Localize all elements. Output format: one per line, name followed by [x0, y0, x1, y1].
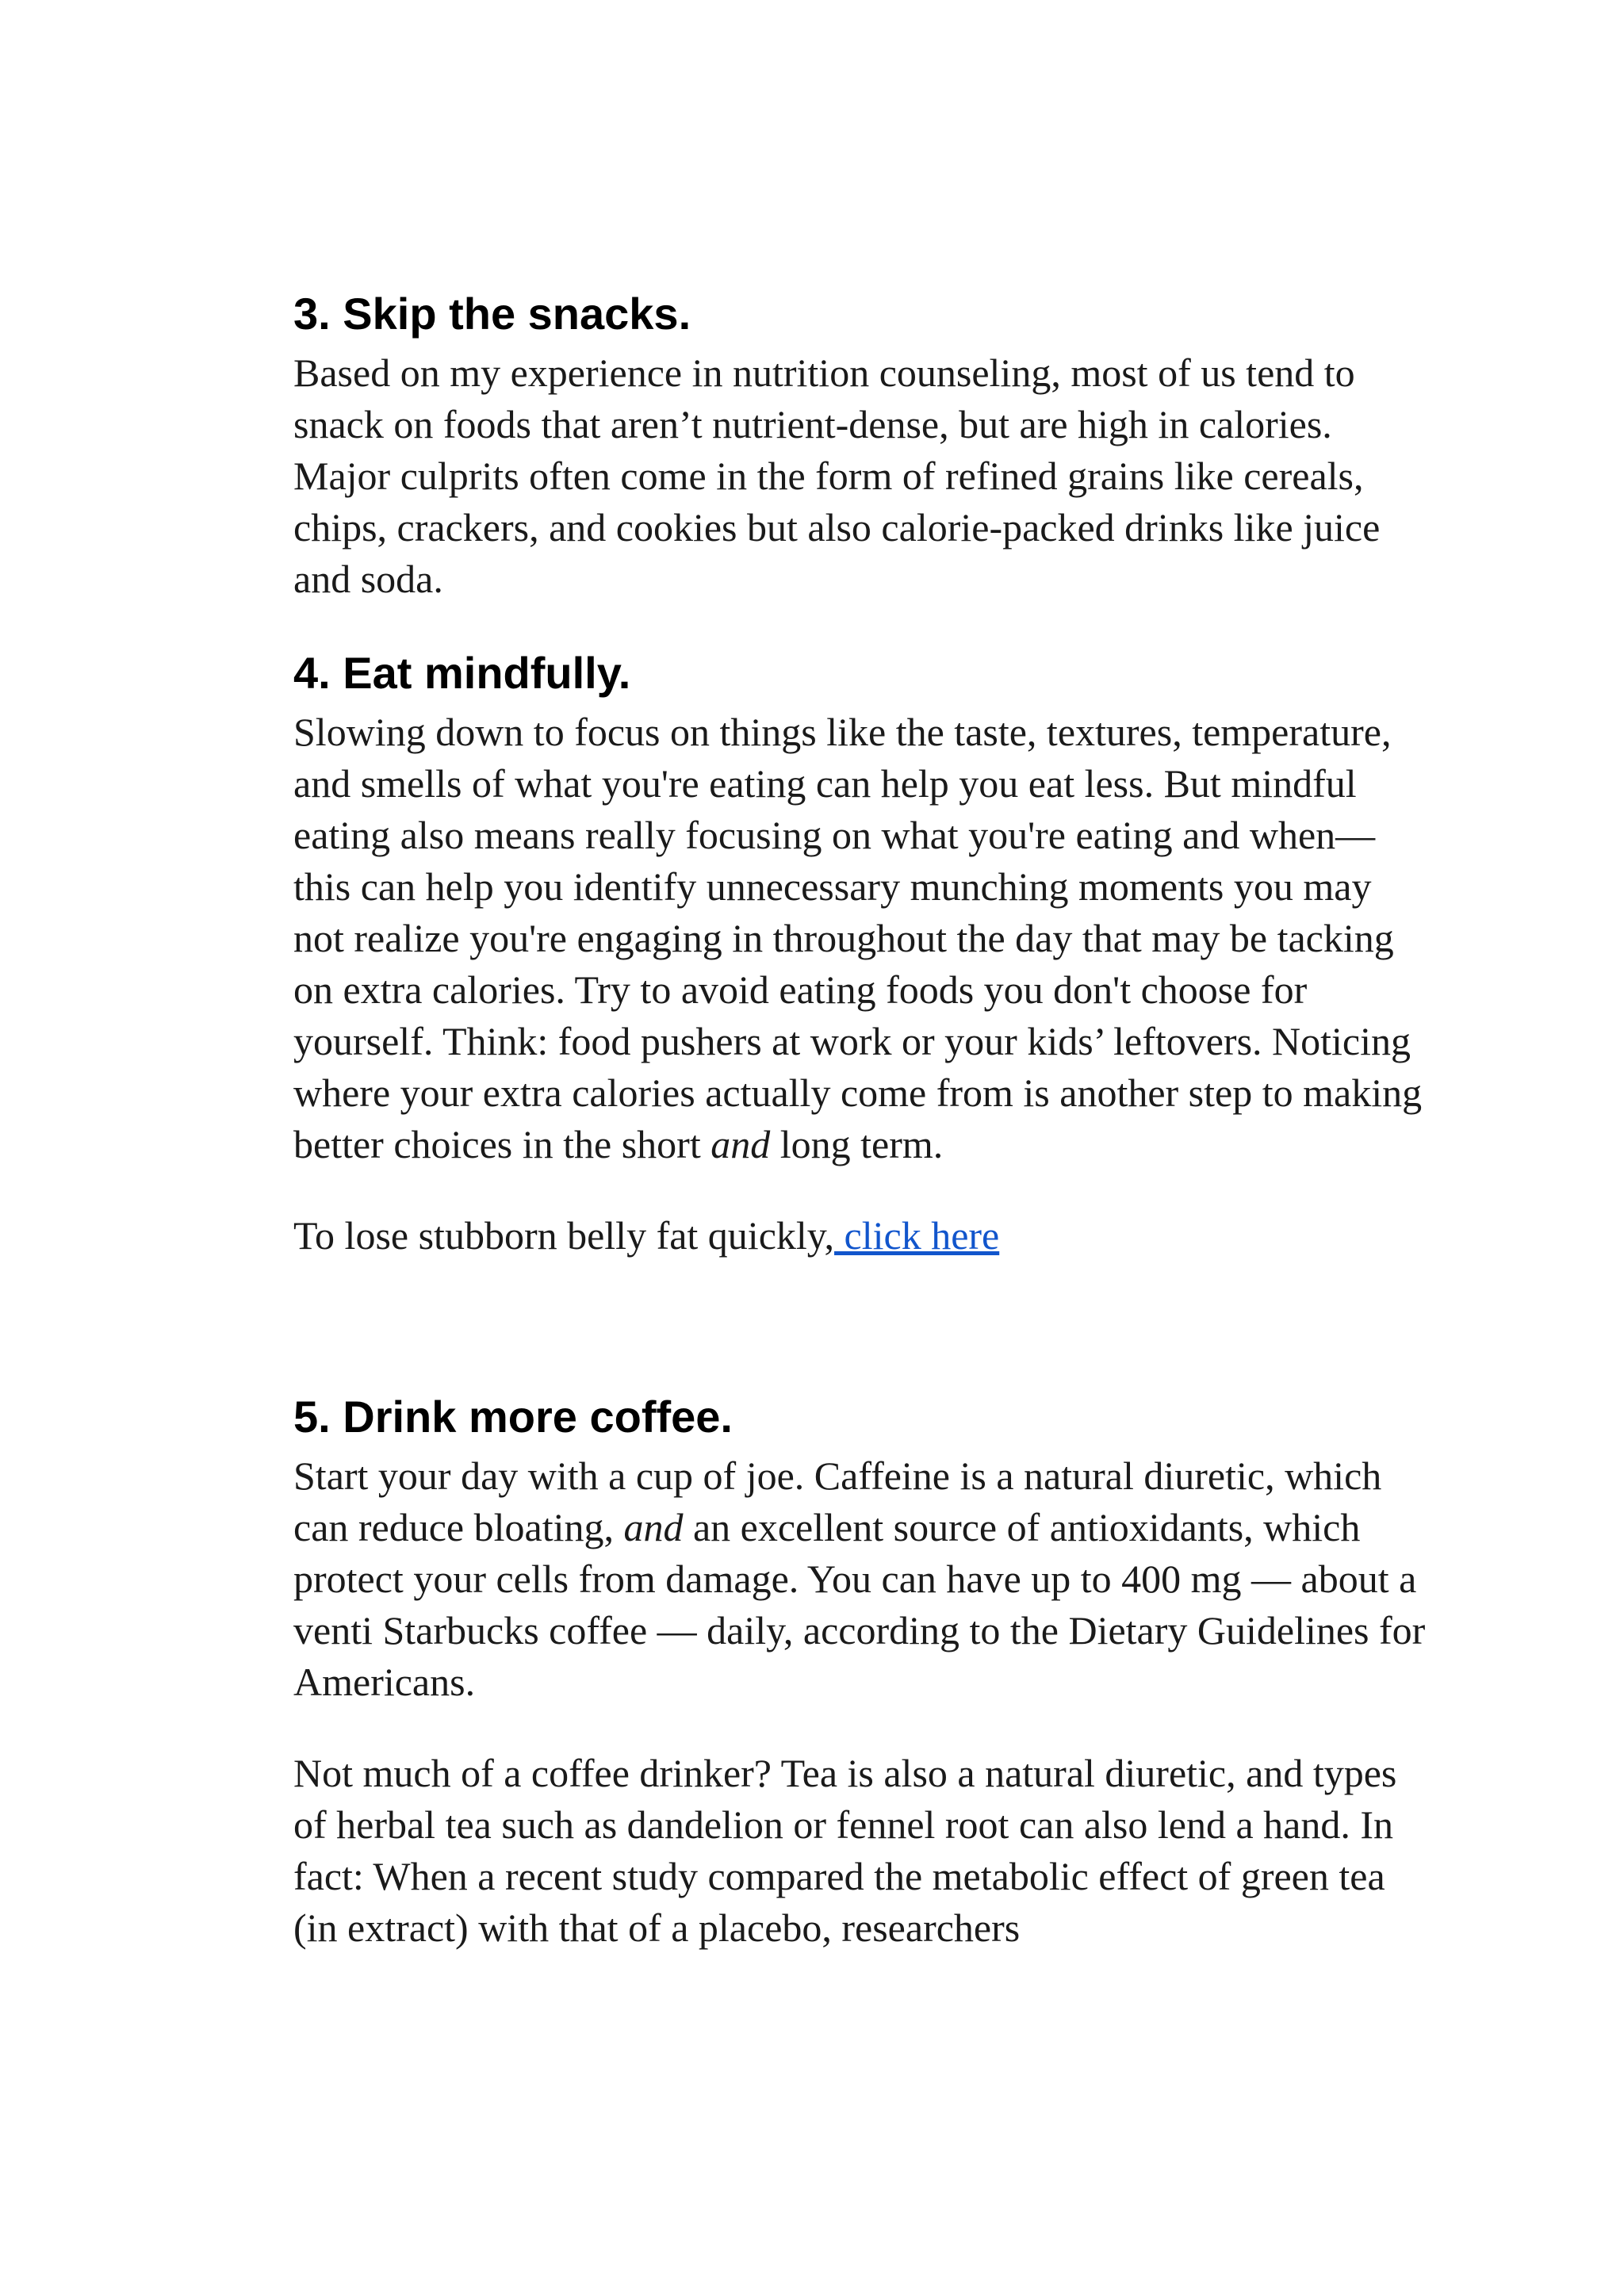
spacer	[293, 1170, 1427, 1210]
paragraph-text: long term.	[770, 1122, 944, 1166]
section-heading: 3. Skip the snacks.	[293, 289, 691, 339]
promo-text: To lose stubborn belly fat quickly,	[293, 1213, 835, 1258]
paragraph-text: Start your day with a cup of joe. Caffeine is a natural diuretic, which can reduce bloating,	[293, 1453, 1382, 1549]
click-here-link[interactable]: click here	[834, 1213, 1000, 1258]
paragraph-text: Slowing down to focus on things like the taste, textures, temperature, and smells of what you're eating can help you eat less. But mindful eating also means really focusing on what you're eating and when—this can help you identify unnecessary munching moments you may not realize you're engaging in throughout the day that may be tacking on extra calories. Try to avoid eating foods you don't choose for yourself. Think: food pushers at work or your kids’ leftovers. Noticing where your extra calories actually come from is another step to making better choices in the short	[293, 710, 1423, 1166]
spacer	[293, 1708, 1427, 1748]
promo-paragraph	[293, 1210, 1427, 1262]
spacer	[293, 1262, 1427, 1388]
section-drink-coffee	[293, 1388, 1427, 1954]
section-heading: 4. Eat mindfully.	[293, 648, 631, 698]
section-eat-mindfully	[293, 645, 1427, 1262]
spacer	[293, 605, 1427, 645]
section-paragraph: Based on my experience in nutrition counseling, most of us tend to snack on foods that aren’t nutrient-dense, but are high in calories. Major culprits often come in the form of refined grains like cereals, chips, crackers, and cookies but also calorie-packed drinks like juice and soda.	[293, 350, 1381, 601]
section-paragraph	[293, 707, 1427, 1170]
paragraph-text: an excellent source of antioxidants, which protect your cells from damage. You can have up to 400 mg — about a venti Starbucks coffee — daily, according to the Dietary Guidelines for Americans.	[293, 1505, 1426, 1704]
paragraph-emphasis: and	[710, 1122, 771, 1166]
section-skip-snacks	[293, 285, 1427, 605]
article-body	[293, 285, 1427, 1954]
section-heading: 5. Drink more coffee.	[293, 1392, 733, 1442]
section-paragraph: Not much of a coffee drinker? Tea is also a natural diuretic, and types of herbal tea such as dandelion or fennel root can also lend a hand. In fact: When a recent study compared the metabolic effect of green tea (in extract) with that of a placebo, researchers	[293, 1751, 1397, 1950]
section-paragraph	[293, 1450, 1427, 1708]
paragraph-emphasis: and	[623, 1505, 684, 1549]
